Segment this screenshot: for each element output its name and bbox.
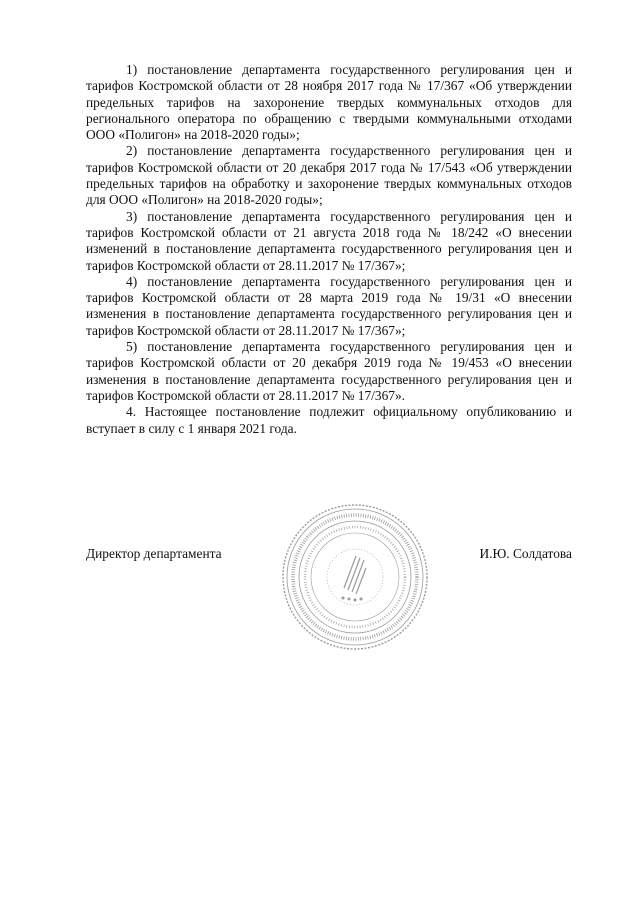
list-item-4: 4) постановление департамента государственного регулирования цен и тарифов Костромской области от 28 марта 2019 года № 19/31 «О внесении изменения в постановление департамента государственного регулирования цен и тарифов Костромской области от 28.11.2017 № 17/367»; — [86, 273, 572, 338]
signatory-title: Директор департамента — [86, 546, 222, 561]
list-item-2: 2) постановление департамента государственного регулирования цен и тарифов Костромской области от 20 декабря 2017 года № 17/543 «Об утверждении предельных тарифов на обработку и захоронение твердых коммунальных отходов для ООО «Полигон» на 2018-2020 годы»; — [86, 143, 572, 208]
signatory-name: И.Ю. Солдатова — [479, 546, 572, 561]
official-seal-icon — [280, 502, 430, 652]
clause-4: 4. Настоящее постановление подлежит официальному опубликованию и вступает в силу с 1 января 2021 года. — [86, 404, 572, 436]
list-item-3: 3) постановление департамента государственного регулирования цен и тарифов Костромской области от 21 августа 2018 года № 18/242 «О внесении изменений в постановление департамента государственного регулирования цен и тарифов Костромской области от 28.11.2017 № 17/367»; — [86, 208, 572, 273]
list-item-1: 1) постановление департамента государственного регулирования цен и тарифов Костромской области от 28 ноября 2017 года № 17/367 «Об утверждении предельных тарифов на захоронение твердых коммунальных отходов для регионального оператора по обращению с твердыми коммунальными отходами ООО «Полигон» на 2018-2020 годы»; — [86, 62, 572, 143]
document-body — [86, 62, 572, 437]
list-item-5: 5) постановление департамента государственного регулирования цен и тарифов Костромской области от 20 декабря 2019 года № 19/453 «О внесении изменения в постановление департамента государственного регулирования цен и тарифов Костромской области от 28.11.2017 № 17/367». — [86, 339, 572, 403]
